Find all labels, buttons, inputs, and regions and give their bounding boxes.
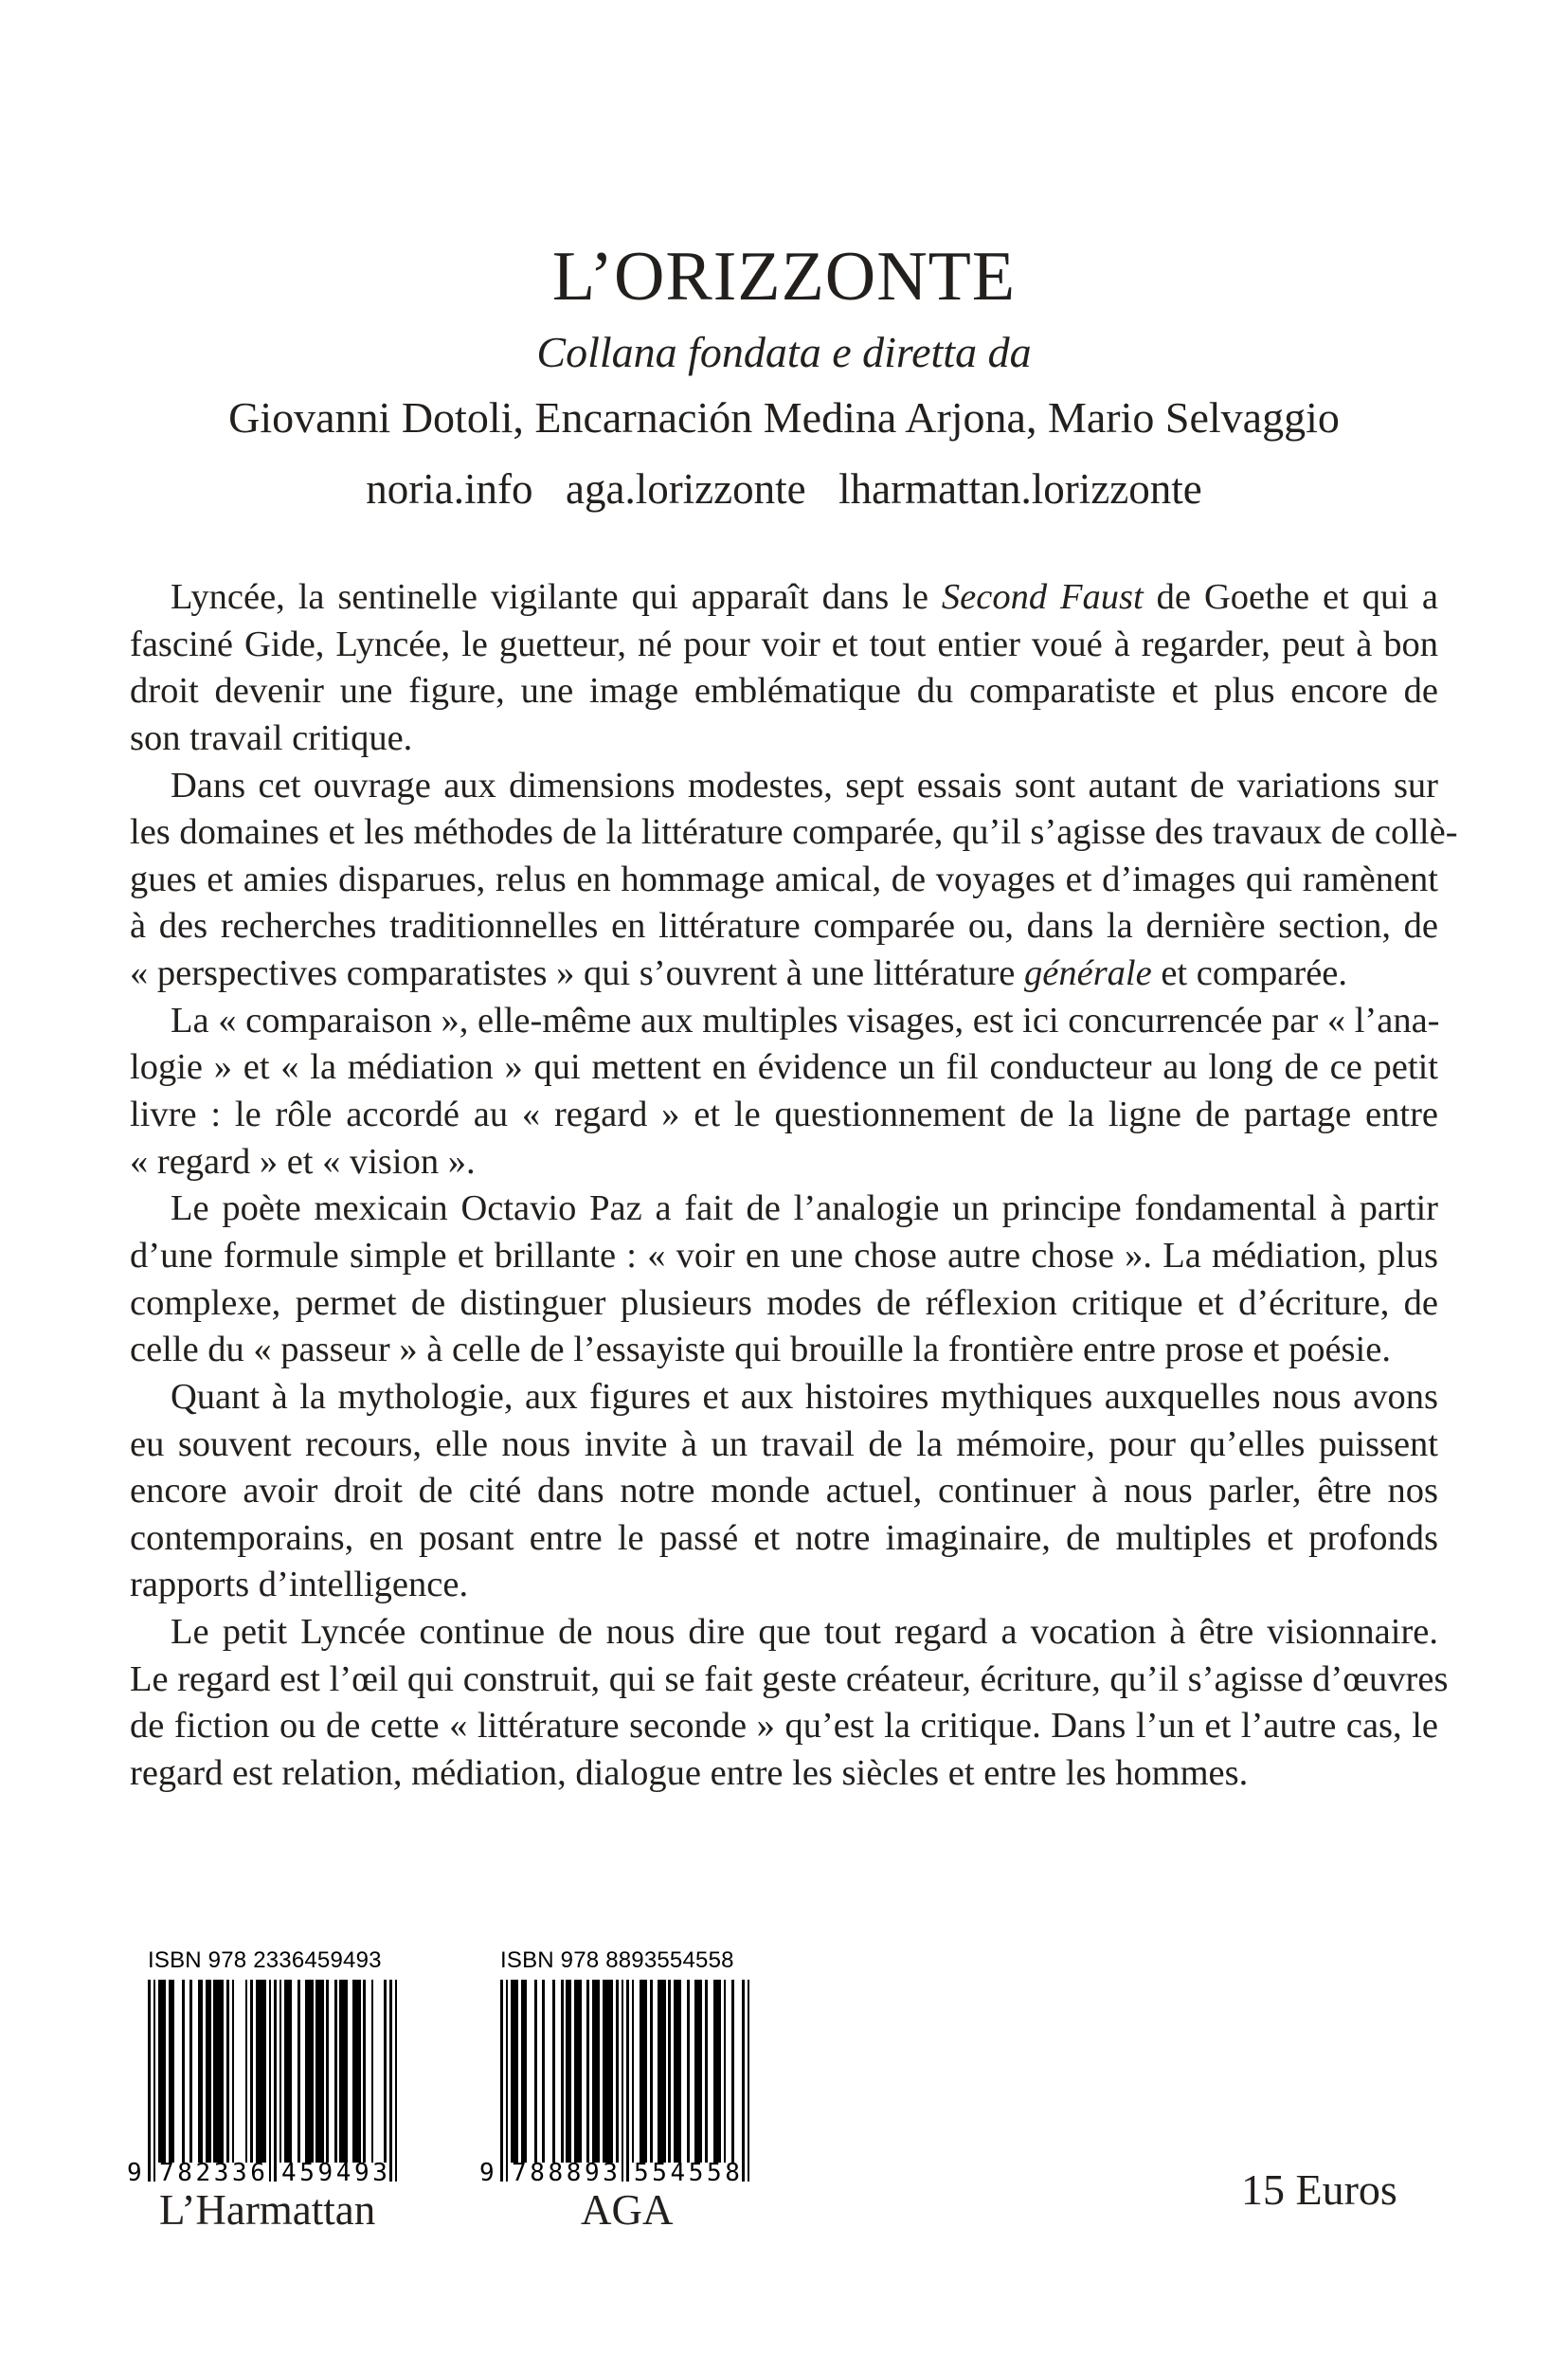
blurb-paragraph bbox=[130, 763, 1458, 998]
blurb-paragraph bbox=[130, 1609, 1449, 1798]
barcode-digits-left: 782336 bbox=[159, 2159, 269, 2187]
blurb-line: La « comparaison », elle-même aux multiples visages, est ici concurrencée par « l’ana- bbox=[171, 1000, 1440, 1041]
blurb-line: gues et amies disparues, relus en hommage amical, de voyages et d’images qui ramènent bbox=[130, 859, 1438, 899]
blurb-line: Le regard est l’œil qui construit, qui se fait geste créateur, écriture, qu’il s’agisse d’œuvres bbox=[130, 1658, 1449, 1699]
publisher-name: AGA bbox=[581, 2186, 674, 2234]
series-title: L’ORIZZONTE bbox=[551, 238, 1017, 316]
price-label: 15 Euros bbox=[1241, 2165, 1397, 2214]
barcode-digit-first: 9 bbox=[127, 2159, 142, 2187]
blurb-paragraph bbox=[130, 998, 1438, 1186]
blurb-line: Lyncée, la sentinelle vigilante qui apparaît dans le Second Faust de Goethe et qui a bbox=[171, 577, 1439, 617]
blurb-line: droit devenir une figure, une image emblématique du comparatiste et plus encore de bbox=[130, 671, 1438, 712]
barcode-bars bbox=[500, 1980, 749, 2182]
back-cover-blurb bbox=[130, 574, 1458, 1798]
series-links: noria.info aga.lorizzonte lharmattan.lorizzonte bbox=[366, 465, 1202, 513]
barcode-digit-first: 9 bbox=[479, 2159, 495, 2187]
barcode-digits-right: 554558 bbox=[634, 2159, 744, 2187]
blurb-line: complexe, permet de distinguer plusieurs modes de réflexion critique et d’écriture, de bbox=[130, 1282, 1438, 1323]
blurb-paragraph bbox=[130, 574, 1438, 763]
blurb-line: de fiction ou de cette « littérature seconde » qu’est la critique. Dans l’un et l’autre cas, le bbox=[130, 1706, 1438, 1747]
blurb-line: Le petit Lyncée continue de nous dire que tout regard a vocation à être visionnaire. bbox=[171, 1612, 1438, 1653]
series-directors: Giovanni Dotoli, Encarnación Medina Arjona, Mario Selvaggio bbox=[228, 393, 1340, 442]
publisher-name: L’Harmattan bbox=[159, 2186, 376, 2234]
blurb-line: rapports d’intelligence. bbox=[130, 1565, 469, 1605]
blurb-line: « perspectives comparatistes » qui s’ouvrent à une littérature générale et comparée. bbox=[130, 953, 1347, 994]
blurb-line: Quant à la mythologie, aux figures et aux histoires mythiques auxquelles nous avons bbox=[171, 1376, 1438, 1417]
blurb-line: logie » et « la médiation » qui mettent en évidence un fil conducteur au long de ce petit bbox=[130, 1047, 1438, 1088]
blurb-line: contemporains, en posant entre le passé et notre imaginaire, de multiples et profonds bbox=[130, 1517, 1438, 1558]
blurb-line: celle du « passeur » à celle de l’essayiste qui brouille la frontière entre prose et poésie. bbox=[130, 1330, 1391, 1370]
blurb-line: eu souvent recours, elle nous invite à un travail de la mémoire, pour qu’elles puissent bbox=[130, 1423, 1438, 1464]
barcode-digits-right: 459493 bbox=[281, 2159, 391, 2187]
blurb-line: d’une formule simple et brillante : « voir en une chose autre chose ». La médiation, plus bbox=[130, 1235, 1438, 1276]
barcode-digits-left: 788893 bbox=[512, 2159, 622, 2187]
blurb-line: regard est relation, médiation, dialogue entre les siècles et entre les hommes. bbox=[130, 1753, 1249, 1794]
blurb-line: Dans cet ouvrage aux dimensions modestes, sept essais sont autant de variations sur bbox=[171, 765, 1438, 806]
blurb-line: fasciné Gide, Lyncée, le guetteur, né pour voir et tout entier voué à regarder, peut à bon bbox=[130, 624, 1438, 664]
blurb-line: encore avoir droit de cité dans notre monde actuel, continuer à nous parler, être nos bbox=[130, 1471, 1438, 1512]
blurb-paragraph bbox=[130, 1186, 1438, 1374]
blurb-line: livre : le rôle accordé au « regard » et le questionnement de la ligne de partage entre bbox=[130, 1095, 1438, 1135]
barcode-bars bbox=[148, 1980, 397, 2182]
isbn-label: ISBN 978 2336459493 bbox=[148, 1947, 382, 1973]
blurb-line: Le poète mexicain Octavio Paz a fait de l’analogie un principe fondamental à partir bbox=[171, 1188, 1438, 1229]
blurb-line: « regard » et « vision ». bbox=[130, 1141, 476, 1182]
blurb-line: à des recherches traditionnelles en littérature comparée ou, dans la dernière section, de bbox=[130, 906, 1438, 947]
blurb-line: son travail critique. bbox=[130, 717, 413, 758]
series-subtitle: Collana fondata e diretta da bbox=[536, 328, 1032, 376]
isbn-label: ISBN 978 8893554558 bbox=[500, 1947, 734, 1973]
blurb-paragraph bbox=[130, 1374, 1438, 1609]
blurb-line: les domaines et les méthodes de la littérature comparée, qu’il s’agisse des travaux de collè- bbox=[130, 812, 1458, 853]
